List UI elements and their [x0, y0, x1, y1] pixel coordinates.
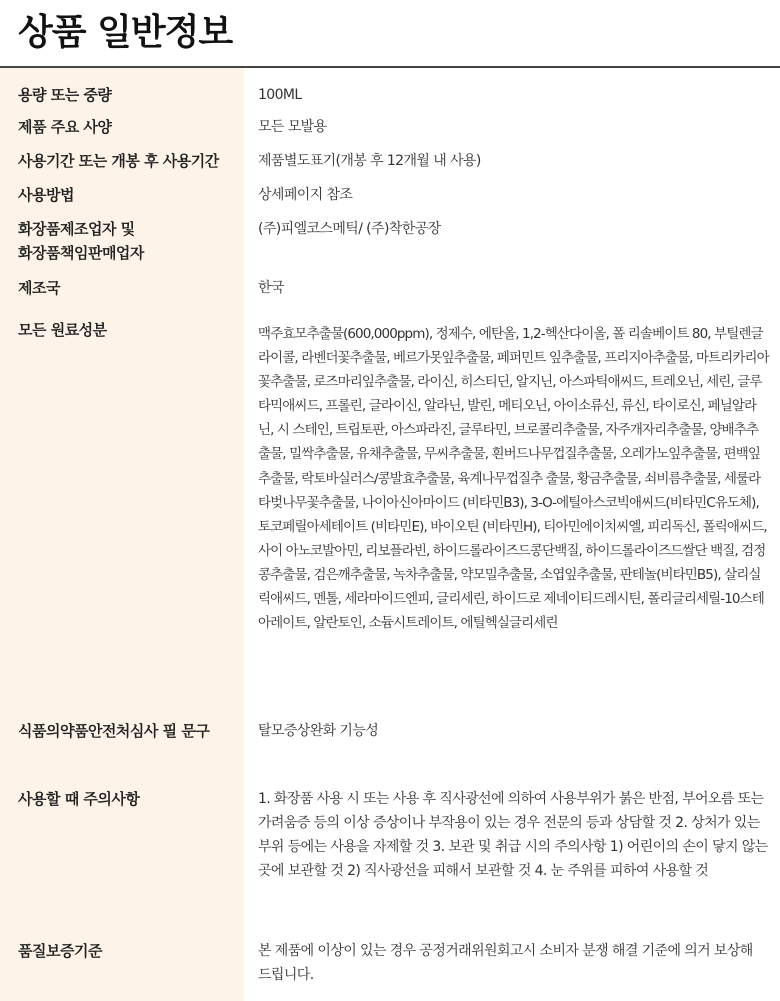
page-title: 상품 일반정보 [18, 12, 233, 53]
row-value: 100ML [258, 87, 302, 103]
row-label: 식품의약품안전처심사 필 문구 [18, 722, 210, 740]
row-value: 탈모증상완화 기능성 [258, 723, 379, 739]
row-label: 모든 원료성분 [18, 321, 107, 339]
row-label: 품질보증기준 [18, 942, 102, 960]
row-value: 한국 [258, 280, 284, 296]
row-value: 제품별도표기(개봉 후 12개월 내 사용) [258, 153, 481, 169]
row-value: 1. 화장품 사용 시 또는 사용 후 직사광선에 의하여 사용부위가 붉은 반점, 부어오름 또는 가려움증 등의 이상 증상이나 부작용이 있는 경우 전문의 등과 상담할 것 2. 상처가 있는 부위 등에는 사용을 자제할 것 3. 보관 및 취급 시의 주의사항 1) 어린이의 손이 닿지 않는 곳에 보관할 것 2) 직사광선을 피해서 보관할 것 4. 눈 주위를 피하여 사용할 것 [258, 791, 768, 879]
row-label: 화장품제조업자 및 화장품책임판매업자 [18, 220, 144, 262]
row-value: (주)피엘코스메틱/ (주)착한공장 [258, 221, 441, 237]
row-value: 본 제품에 이상이 있는 경우 공정거래위원회고시 소비자 분쟁 해결 기준에 의거 보상해 드립니다. [258, 943, 753, 983]
row-label: 사용방법 [18, 186, 74, 204]
row-label: 제품 주요 사양 [18, 118, 112, 136]
row-value: 맥주효모추출물(600,000ppm), 정제수, 에탄올, 1,2-헥산다이올, 폴 리솔베이트 80, 부틸렌글라이콜, 라벤더꽃추출물, 베르가못잎추출물, 페퍼민트 잎추출물, 프리지아추출물, 마트리카리아꽃추출물, 로즈마리잎추출물, 라이신, 히스티딘, 알지닌, 아스파틱애씨드, 트레오닌, 세린, 글루타믹애씨드, 프롤린, 글라이신, 알라닌, 발린, 메티오닌, 아이소류신, 류신, 타이로신, 페닐알라닌, 시 스테인, 트립토판, 아스파라진, 글루타민, 브로콜리추출물, 자주개자리추출물, 양배추추출물, 밀싹추출물, 유채추출물, 무씨추출물, 흰버드나무껍질추출물, 오레가노잎추출물, 편백잎추출물, 락토바실러스/콩발효추출물, 육계나무껍질추 출물, 황금추출물, 쇠비름추출물, 세룰라타벚나무꽃추출물, 나이아신아마이드 (비타민B3), 3-O-에틸아스코빅애씨드(비타민C유도체), 토코페릴아세테이트 (비타민E), 바이오틴 (비타민H), 티아민에이치씨엘, 피리독신, 폴릭애씨드, 사이 아노코발아민, 리보플라빈, 하이드롤라이즈드콩단백질, 하이드롤라이즈드쌀단 백질, 검정콩추출물, 검은깨추출물, 녹차추출물, 약모밀추출물, 소엽잎추출물, 판테놀(비타민B5), 살리실릭애씨드, 멘톨, 세라마이드엔피, 글리세린, 하이드로 제네이티드레시틴, 폴리글리세릴-10스테아레이트, 알란토인, 소듐시트레이트, 에틸헥실글리세린 [258, 326, 769, 632]
row-label: 용량 또는 중량 [18, 86, 112, 104]
row-value: 상세페이지 참조 [258, 187, 353, 203]
row-value: 모든 모발용 [258, 119, 327, 135]
row-label: 사용할 때 주의사항 [18, 790, 140, 808]
label-column-background [0, 68, 244, 1001]
row-label: 사용기간 또는 개봉 후 사용기간 [18, 152, 219, 170]
row-label: 제조국 [18, 279, 60, 297]
